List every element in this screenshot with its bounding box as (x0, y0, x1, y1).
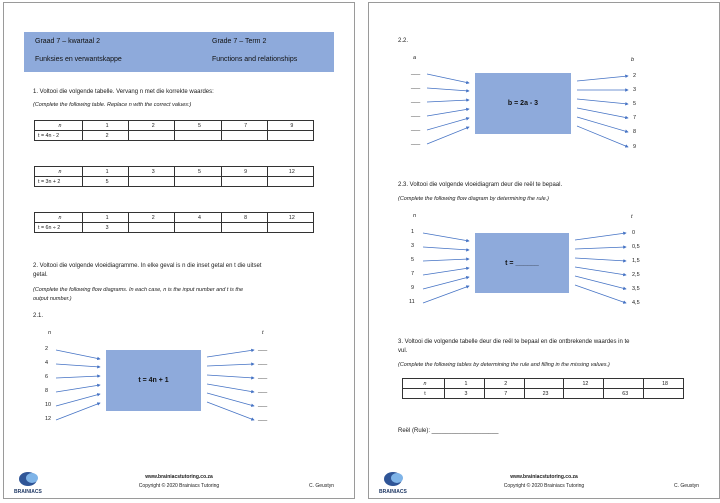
table-cell: 9 (267, 121, 313, 131)
flow-input-header: a (413, 55, 417, 61)
table-answer-cell[interactable] (524, 379, 564, 389)
table-cell: 1 (445, 379, 485, 389)
flow-input-value: 7 (411, 271, 415, 277)
header-grade-af: Graad 7 – kwartaal 2 (35, 38, 100, 45)
function-rule-blank[interactable]: t = ______ (505, 259, 539, 267)
q2-instruction-af-cont: getal. (33, 272, 48, 278)
flow-arrow (423, 247, 469, 250)
table-cell: 5 (175, 121, 221, 131)
table-rule-cell: t = 4n - 2 (35, 131, 83, 141)
flow-output-value: 0 (632, 230, 636, 236)
table-cell: 5 (175, 167, 221, 177)
flow-input-value: 10 (45, 402, 52, 408)
table-answer-cell[interactable] (564, 389, 604, 399)
rule-answer-line[interactable]: Reël (Rule): ____________________ (398, 428, 499, 434)
table-cell: 2 (129, 121, 175, 131)
flow-arrow (427, 74, 469, 83)
table-rule-cell: t = 6n ÷ 2 (35, 223, 83, 233)
flow-output-value: 9 (633, 144, 637, 150)
flow-arrow (575, 247, 626, 249)
flow-input-value: 9 (411, 285, 415, 291)
q3-instruction-en: (Complete the following tables by determining the rule and filling in the missing values.) (398, 362, 610, 368)
flow-output-value: 3 (633, 87, 637, 93)
svg-text:BRAINIACS: BRAINIACS (14, 489, 42, 495)
worksheet-page-1 (3, 2, 355, 499)
flow-output-header: b (631, 57, 635, 63)
flow-output-blank[interactable]: ___ (258, 416, 268, 422)
footer-author: C. Geustyn (674, 483, 700, 489)
q2-instruction-af: 2. Voltooi die volgende vloeidiagramme. In elke geval is n die inset getal en t die uitset (33, 263, 262, 269)
table-cell: 9 (221, 167, 267, 177)
table-cell: 7 (221, 121, 267, 131)
header-topic-en: Functions and relationships (212, 56, 298, 63)
flow-arrow (56, 385, 100, 392)
flow-arrow (56, 350, 100, 359)
flow-output-blank[interactable]: ___ (258, 374, 268, 380)
table-cell: 4 (175, 213, 221, 223)
flow-input-value: 4 (45, 360, 49, 366)
table-answer-cell[interactable] (604, 379, 644, 389)
flow-arrow (575, 233, 626, 240)
q22-label: 2.2. (398, 38, 409, 44)
q23-instruction-af: 2.3. Voltooi die volgende vloeidiagram deur die reël te bepaal. (398, 182, 563, 188)
flow-arrow (577, 117, 628, 132)
q1-instruction-af: 1. Voltooi die volgende tabelle. Vervang n met die korrekte waardes: (33, 89, 214, 95)
footer-website[interactable]: www.brainiacstutoring.co.za (145, 474, 213, 480)
flow-arrow (423, 286, 469, 303)
q3-instruction-af: 3. Voltooi die volgende tabelle deur die reël te bepaal en die ontbrekende waardes in te (398, 339, 630, 345)
flow-output-value: 2,5 (632, 272, 640, 278)
flow-arrow (56, 394, 100, 406)
flow-arrow (423, 259, 469, 261)
flow-arrows (4, 3, 354, 498)
flow-input-value: 5 (411, 257, 415, 263)
flow-arrows (369, 3, 719, 498)
table-cell: 2 (83, 131, 129, 141)
flow-output-blank[interactable]: ___ (258, 402, 268, 408)
flow-arrow (577, 76, 628, 81)
table-rule-cell: t = 3n + 2 (35, 177, 83, 187)
table-cell: 2 (484, 379, 524, 389)
flow-input-value: 3 (411, 243, 415, 249)
flow-arrow (427, 118, 469, 130)
flow-arrow (427, 88, 469, 91)
footer-website[interactable]: www.brainiacstutoring.co.za (510, 474, 578, 480)
table-cell: 3 (445, 389, 485, 399)
flow-input-value: 1 (411, 229, 415, 235)
flow-input-blank[interactable]: ___ (411, 84, 421, 90)
table-cell: 23 (524, 389, 564, 399)
flow-output-value: 5 (633, 101, 637, 107)
flow-output-value: 1,5 (632, 258, 640, 264)
table-cell: 3 (83, 223, 129, 233)
worksheet-page-2 (368, 2, 720, 499)
flow-input-blank[interactable]: ___ (411, 112, 421, 118)
table-cell: 7 (484, 389, 524, 399)
table-cell: 1 (83, 213, 129, 223)
flow-arrow (56, 364, 100, 367)
flow-arrow (207, 375, 254, 378)
flow-arrow (577, 99, 628, 104)
table-4 (402, 378, 684, 399)
flow-output-value: 0,5 (632, 244, 640, 250)
flow-output-blank[interactable]: ___ (258, 360, 268, 366)
flow-output-value: 8 (633, 129, 637, 135)
flow-arrow (207, 364, 254, 366)
flow-arrow (423, 233, 469, 241)
table-cell: 1 (83, 121, 129, 131)
flow-arrow (207, 350, 254, 357)
q2-instruction-en-cont: output number.) (33, 296, 72, 302)
flow-input-value: 11 (409, 299, 415, 305)
flow-arrow (577, 126, 628, 147)
header-topic-af: Funksies en verwantskappe (35, 56, 122, 63)
table-cell: n (35, 121, 83, 131)
q21-label: 2.1. (33, 313, 44, 319)
flow-arrow (56, 376, 100, 378)
flow-output-header: t (631, 214, 633, 220)
flow-arrow (577, 108, 628, 118)
table-cell: n (35, 213, 83, 223)
flow-arrow (423, 277, 469, 289)
flow-input-value: 2 (45, 346, 49, 352)
flow-arrow (207, 384, 254, 392)
table-cell: 18 (644, 379, 684, 389)
flow-input-value: 6 (45, 374, 49, 380)
table-cell: 3 (129, 167, 175, 177)
flow-input-header: n (48, 330, 52, 336)
footer-copyright: Copyright © 2020 Brainiacs Tutoring (503, 483, 585, 489)
table-cell: 2 (129, 213, 175, 223)
footer-author: C. Geustyn (309, 483, 335, 489)
q2-instruction-en: (Complete the following flow diagrams. In each case, n is the input number and t is the (33, 287, 244, 293)
flow-arrow (427, 127, 469, 144)
function-rule: b = 2a - 3 (507, 100, 539, 107)
table-cell: 12 (564, 379, 604, 389)
q3-instruction-af-cont: vul. (398, 348, 408, 354)
flow-input-blank[interactable]: ___ (411, 98, 421, 104)
q23-instruction-en: (Complete the following flow diagram by determining the rule.) (398, 196, 550, 202)
flow-arrow (575, 267, 626, 275)
table-cell: 63 (604, 389, 644, 399)
flow-output-blank[interactable]: ___ (258, 388, 268, 394)
flow-arrow (575, 285, 626, 303)
flow-input-blank[interactable]: ___ (411, 126, 421, 132)
table-cell: t (403, 389, 445, 399)
flow-arrow (575, 258, 626, 261)
table-cell: 1 (83, 167, 129, 177)
flow-arrow (575, 276, 626, 289)
q1-instruction-en: (Complete the following table. Replace n with the correct values:) (33, 102, 192, 108)
flow-arrow (207, 402, 254, 420)
table-cell: 8 (221, 213, 267, 223)
flow-output-value: 3,5 (632, 286, 640, 292)
flow-arrow (427, 109, 469, 116)
flow-output-value: 7 (633, 115, 637, 121)
svg-text:BRAINIACS: BRAINIACS (379, 489, 407, 495)
flow-arrow (423, 268, 469, 275)
table-answer-cell[interactable] (644, 389, 684, 399)
table-cell: 12 (267, 213, 313, 223)
flow-output-value: 2 (633, 73, 637, 79)
table-cell: 12 (267, 167, 313, 177)
flow-input-blank[interactable]: ___ (411, 140, 421, 146)
flow-input-blank[interactable]: ___ (411, 70, 421, 76)
flow-arrow (427, 100, 469, 102)
flow-input-value: 8 (45, 388, 49, 394)
flow-output-blank[interactable]: ___ (258, 346, 268, 352)
flow-arrow (207, 393, 254, 406)
flow-arrow (56, 403, 100, 420)
footer-copyright: Copyright © 2020 Brainiacs Tutoring (138, 483, 220, 489)
flow-output-value: 4,5 (632, 300, 640, 306)
table-cell: n (403, 379, 445, 389)
flow-output-header: t (262, 330, 264, 336)
flow-input-value: 12 (45, 416, 52, 422)
function-rule: t = 4n + 1 (138, 377, 169, 384)
flow-input-header: n (413, 213, 417, 219)
header-grade-en: Grade 7 – Term 2 (212, 38, 267, 45)
table-cell: 5 (83, 177, 129, 187)
table-cell: n (35, 167, 83, 177)
